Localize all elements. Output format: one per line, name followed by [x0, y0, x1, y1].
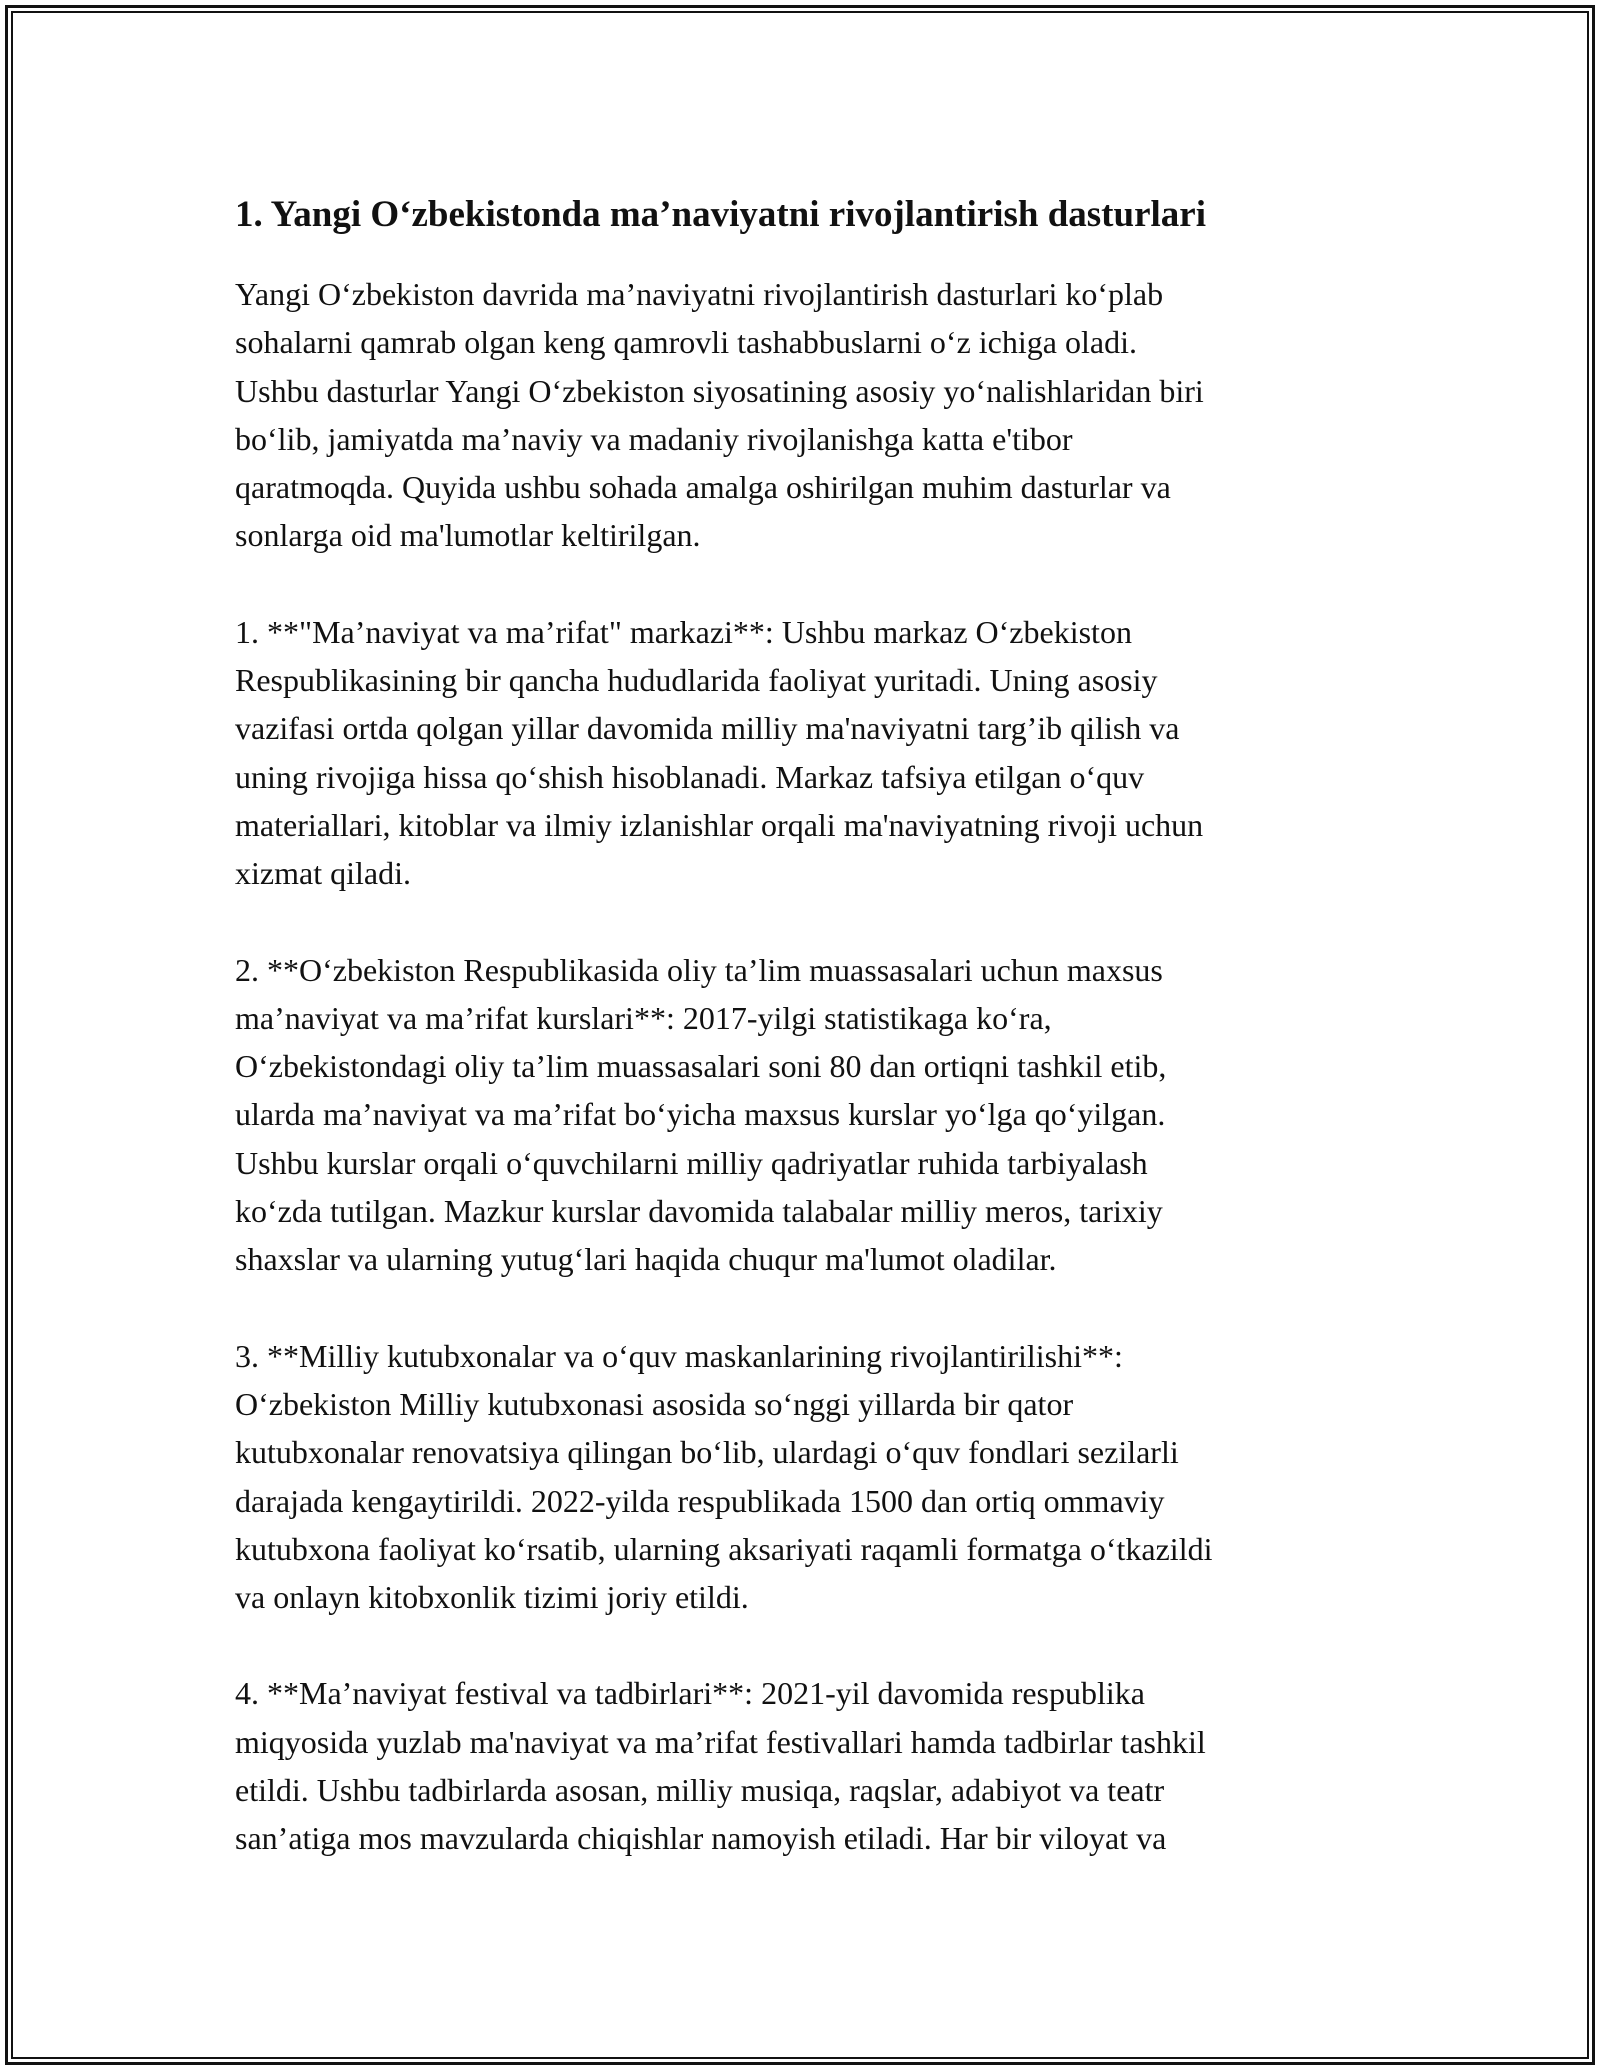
paragraph-item-1: 1. **"Ma’naviyat va ma’rifat" markazi**: Ushbu markaz O‘zbekiston Respublikasining bir qancha hududlarida faoliyat yuritadi. Uning asosiy vazifasi ortda qolgan yillar davomida milliy ma'naviyatni targ’ib qilish va uning rivojiga hissa qo‘shish hisoblanadi. Markaz tafsiya etilgan o‘quv materiallari, kitoblar va ilmiy izlanishlar orqali ma'naviyatning rivoji uchun xizmat qiladi. — [235, 613, 1204, 892]
paragraph-item-4: 4. **Ma’naviyat festival va tadbirlari**: 2021-yil davomida respublika miqyosida yuzlab ma'naviyat va ma’rifat festivallari hamda tadbirlar tashkil etildi. Ushbu tadbirlarda asosan, milliy musiqa, raqslar, adabiyot va teatr san’atiga mos mavzularda chiqishlar namoyish etiladi. Har bir viloyat va — [235, 1675, 1206, 1857]
intro-paragraph: Yangi O‘zbekiston davrida ma’naviyatni rivojlantirish dasturlari ko‘plab sohalarni qamrab olgan keng qamrovli tashabbuslarni o‘z ichiga oladi. Ushbu dasturlar Yangi O‘zbekiston siyosatining asosiy yo‘nalishlaridan biri bo‘lib, jamiyatda ma’naviy va madaniy rivojlanishga katta e'tibor qaratmoqda. Quyida ushbu sohada amalga oshirilgan muhim dasturlar va sonlarga oid ma'lumotlar keltirilgan. — [235, 276, 1204, 554]
document-body — [235, 186, 1365, 1911]
section-heading: 1. Yangi O‘zbekistonda ma’naviyatni rivojlantirish dasturlari — [235, 194, 1206, 235]
paragraph-item-2: 2. **O‘zbekiston Respublikasida oliy ta’lim muassasalari uchun maxsus ma’naviyat va ma’rifat kurslari**: 2017-yilgi statistikaga ko‘ra, O‘zbekistondagi oliy ta’lim muassasalari soni 80 dan ortiqni tashkil etib, ularda ma’naviyat va ma’rifat bo‘yicha maxsus kurslar yo‘lga qo‘yilgan. Ushbu kurslar orqali o‘quvchilarni milliy qadriyatlar ruhida tarbiyalash ko‘zda tutilgan. Mazkur kurslar davomida talabalar milliy meros, tarixiy shaxslar va ularning yutug‘lari haqida chuqur ma'lumot oladilar. — [235, 951, 1167, 1278]
paragraph-item-3: 3. **Milliy kutubxonalar va o‘quv maskanlarining rivojlantirilishi**: O‘zbekiston Milliy kutubxonasi asosida so‘nggi yillarda bir qator kutubxonalar renovatsiya qilingan bo‘lib, ulardagi o‘quv fondlari sezilarli darajada kengaytirildi. 2022-yilda respublikada 1500 dan ortiq ommaviy kutubxona faoliyat ko‘rsatib, ularning aksariyati raqamli formatga o‘tkazildi va onlayn kitobxonlik tizimi joriy etildi. — [235, 1337, 1213, 1616]
